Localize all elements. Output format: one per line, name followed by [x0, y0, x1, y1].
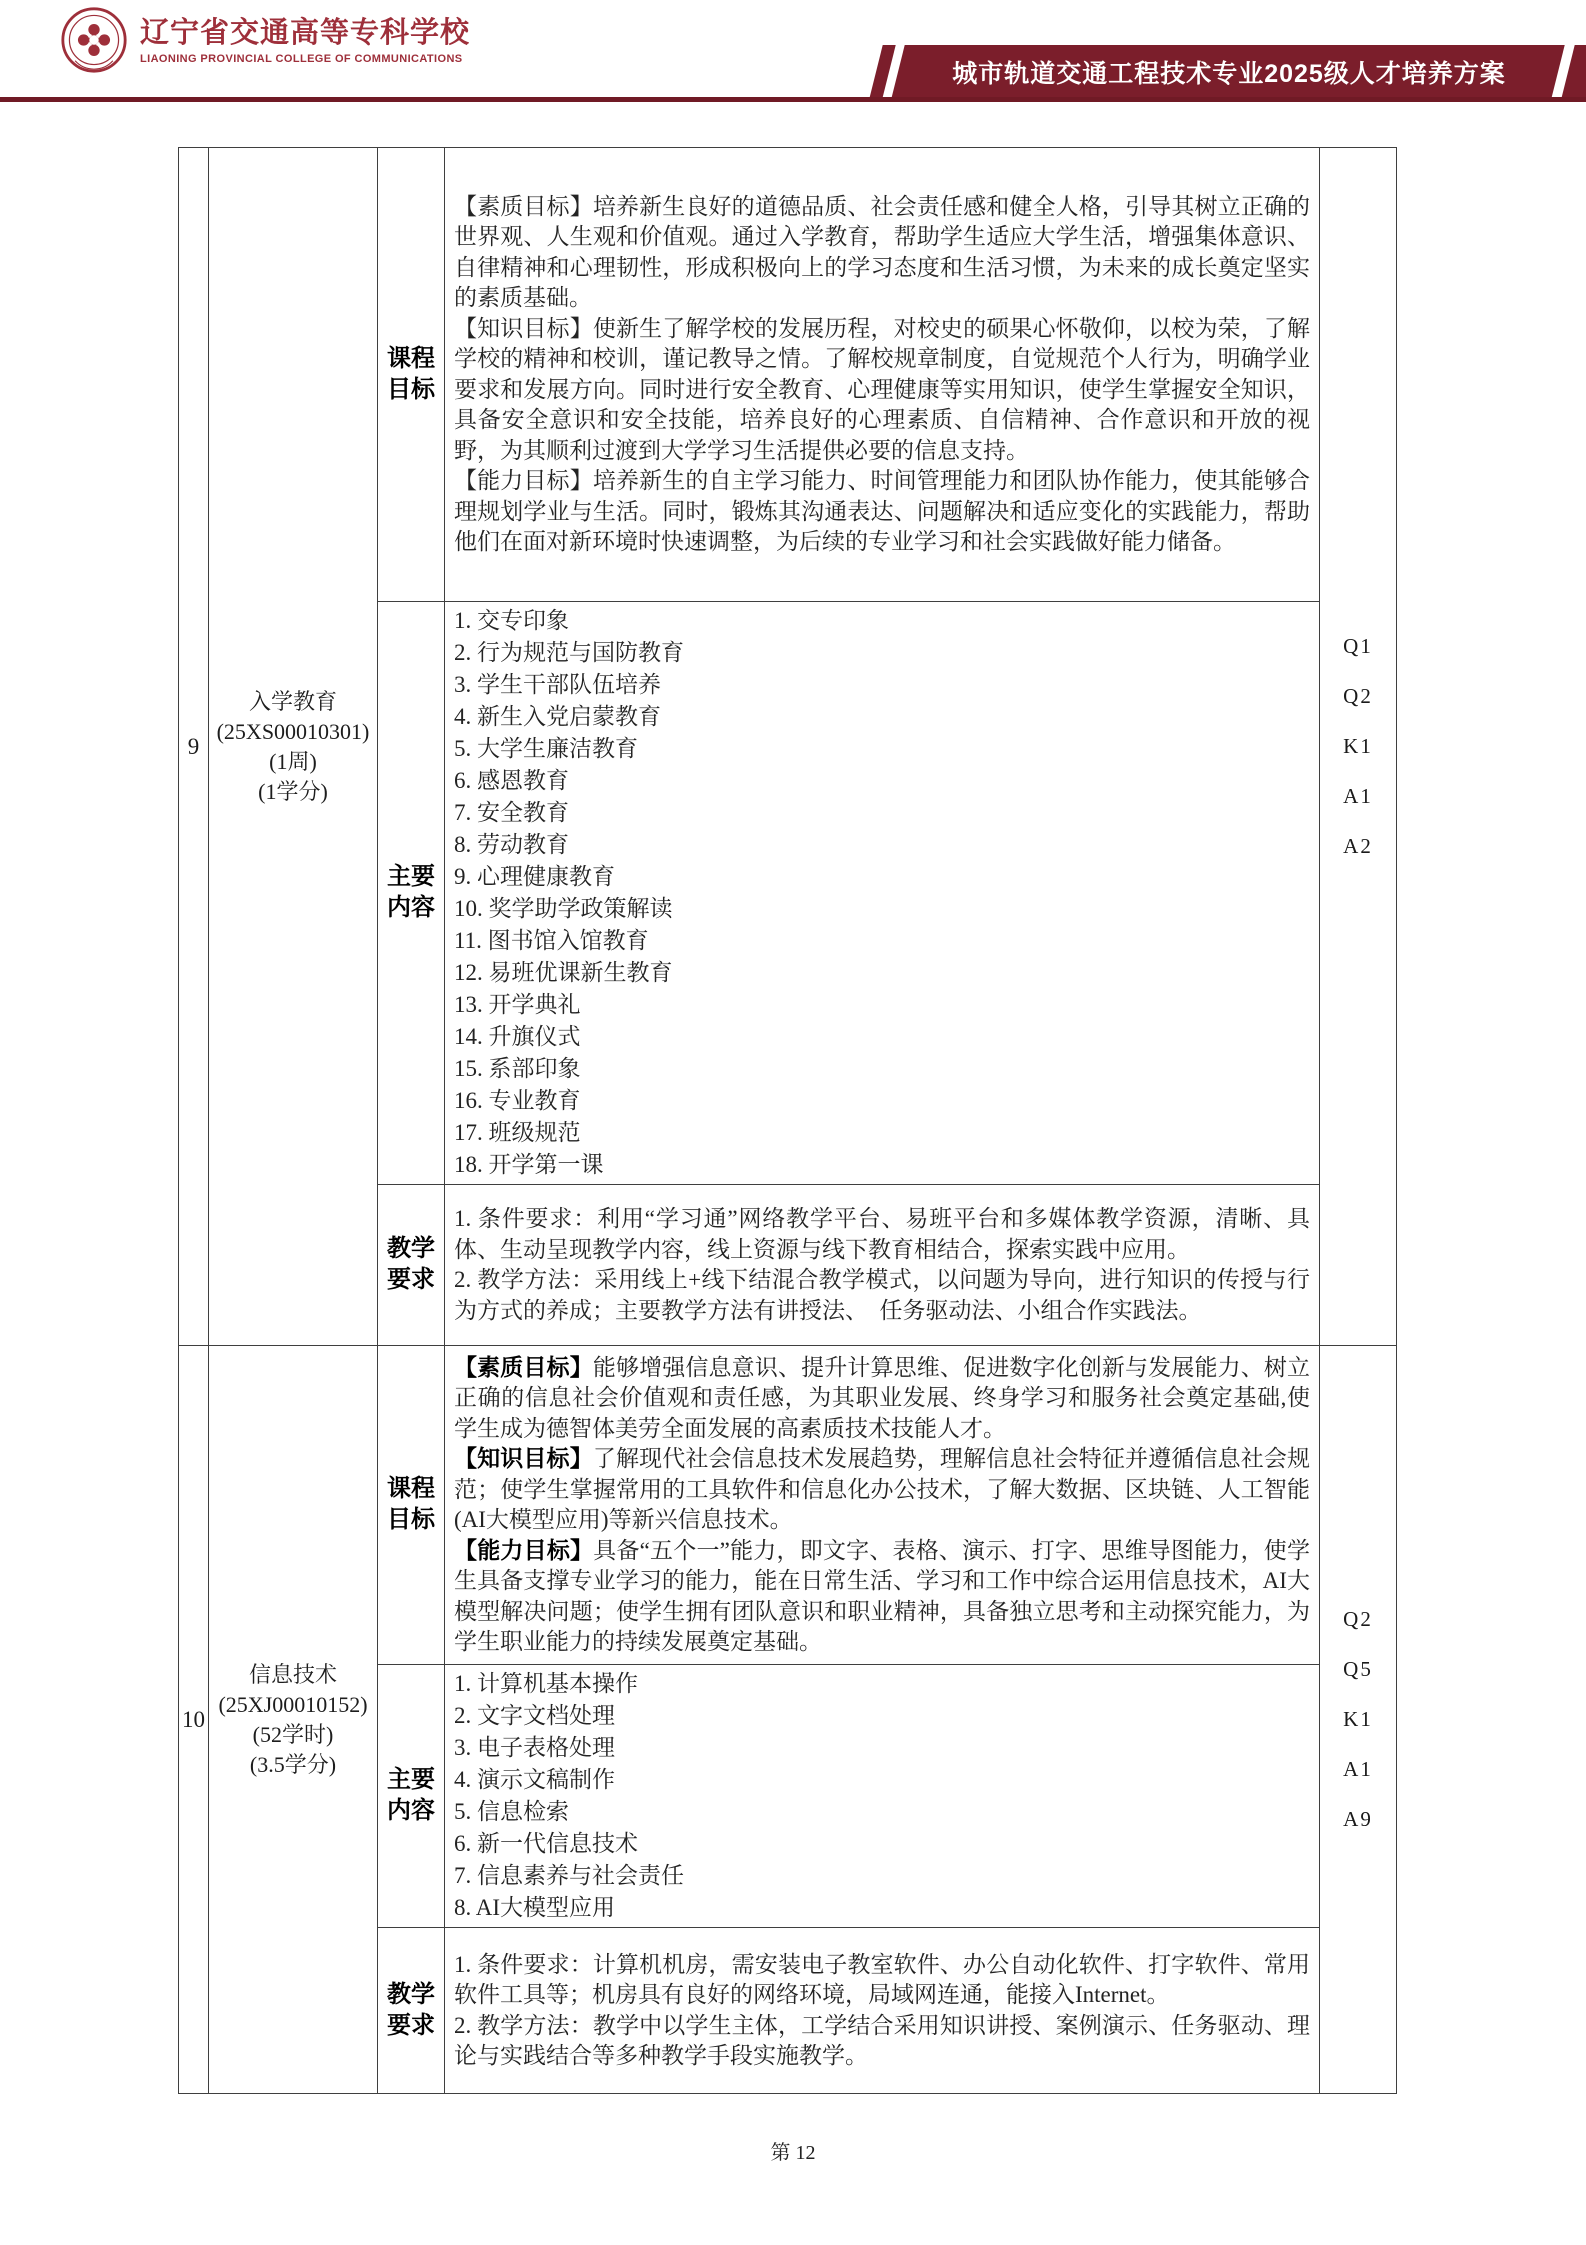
content-item: 10. 奖学助学政策解读	[454, 896, 673, 921]
goal-paragraph	[454, 314, 1310, 467]
content-item: 7. 信息素养与社会责任	[454, 1863, 684, 1888]
goal-head: 【知识目标】	[454, 1446, 593, 1471]
content-item: 7. 安全教育	[454, 800, 569, 825]
code-badge: Q2	[1343, 684, 1373, 708]
course-number-cell: 10	[179, 1346, 209, 2094]
banner-stripe-icon	[1561, 45, 1586, 99]
course-name-line: (3.5学分)	[249, 1751, 337, 1777]
goal-text: 具备“五个一”能力，即文字、表格、演示、打字、思维导图能力，使学生具备支撑专业学习的能力，能在日常生活、学习和工作中综合运用信息技术，AI大模型解决问题；使学生拥有团队意识和职业精神，具备独立思考和主动探究能力，为学生职业能力的持续发展奠定基础。	[454, 1537, 1311, 1654]
goal-text: 能够增强信息意识、提升计算思维、促进数字化创新与发展能力、树立正确的信息社会价值观和责任感，为其职业发展、终身学习和服务社会奠定基础,使学生成为德智体美劳全面发展的高素质技术技能人才。	[454, 1354, 1311, 1441]
content-item: 18. 开学第一课	[454, 1152, 604, 1177]
content-item: 17. 班级规范	[454, 1120, 581, 1145]
goals-label: 课程目标	[378, 148, 445, 602]
course-name-line: (25XS00010301)	[216, 718, 370, 744]
goal-text: 培养新生的自主学习能力、时间管理能力和团队协作能力，使其能够合理规划学业与生活。同时，锻炼其沟通表达、问题解决和适应变化的实践能力，帮助他们在面对新环境时快速调整，为后续的专业学习和社会实践做好能力储备。	[454, 468, 1311, 554]
goal-paragraph	[454, 1536, 1310, 1658]
code-badge: A1	[1343, 1757, 1373, 1781]
content-item: 2. 行为规范与国防教育	[454, 640, 684, 665]
content-item: 8. AI大模型应用	[454, 1895, 615, 1920]
content-item: 15. 系部印象	[454, 1056, 581, 1081]
code-badge: K1	[1343, 1707, 1373, 1731]
course-name-cell	[209, 148, 378, 1346]
code-badge: Q2	[1343, 1607, 1373, 1631]
goal-head: 【知识目标】	[454, 315, 593, 341]
content-item: 3. 电子表格处理	[454, 1735, 615, 1760]
goal-paragraph	[454, 192, 1310, 314]
content-cell	[445, 602, 1320, 1185]
requirements-label: 教学要求	[378, 1185, 445, 1346]
course-name-line: 信息技术	[248, 1661, 337, 1687]
course-name-cell	[209, 1346, 378, 2094]
goal-text: 培养新生良好的道德品质、社会责任感和健全人格，引导其树立正确的世界观、人生观和价值观。通过入学教育，帮助学生适应大学生活，增强集体意识、自律精神和心理韧性，形成积极向上的学习态度和生活习惯，为未来的成长奠定坚实的素质基础。	[454, 193, 1311, 310]
code-badge: K1	[1343, 734, 1373, 758]
school-name-cn: 辽宁省交通高等专科学校	[140, 17, 471, 49]
goals-cell	[445, 148, 1320, 602]
requirement-paragraph: 1. 条件要求：计算机机房，需安装电子教室软件、办公自动化软件、打字软件、常用软件工具等；机房具有良好的网络环境，局域网连通，能接入Internet。	[454, 1951, 1310, 2007]
school-name-en: LIAONING PROVINCIAL COLLEGE OF COMMUNICATIONS	[140, 53, 463, 65]
content-item: 3. 学生干部队伍培养	[454, 672, 661, 697]
content-item: 6. 感恩教育	[454, 768, 569, 793]
goal-paragraph	[454, 466, 1310, 558]
goal-text: 了解现代社会信息技术发展趋势，理解信息社会特征并遵循信息社会规范；使学生掌握常用的工具软件和信息化办公技术，了解大数据、区块链、人工智能(AI大模型应用)等新兴信息技术。	[454, 1446, 1311, 1532]
requirements-cell	[445, 1928, 1320, 2094]
content-item: 9. 心理健康教育	[454, 864, 615, 889]
goal-head: 【能力目标】	[454, 1537, 594, 1563]
code-badge: A2	[1343, 834, 1373, 858]
school-brand	[60, 6, 470, 74]
content-item: 4. 演示文稿制作	[454, 1767, 615, 1792]
content-item: 2. 文字文档处理	[454, 1703, 615, 1728]
content-item: 12. 易班优课新生教育	[454, 960, 673, 985]
course-table-wrap	[178, 147, 1396, 2094]
codes-cell	[1320, 148, 1397, 1346]
content-item: 5. 大学生廉洁教育	[454, 736, 638, 761]
goal-head: 【素质目标】	[454, 193, 593, 219]
goal-paragraph	[454, 1444, 1310, 1536]
content-item: 14. 升旗仪式	[454, 1024, 581, 1049]
requirement-paragraph: 1. 条件要求：利用“学习通”网络教学平台、易班平台和多媒体教学资源，清晰、具体、生动呈现教学内容，线上资源与线下教育相结合，探索实践中应用。	[454, 1206, 1310, 1262]
goal-paragraph	[454, 1353, 1310, 1445]
content-item: 13. 开学典礼	[454, 992, 581, 1017]
content-label: 主要内容	[378, 602, 445, 1185]
banner-stripe-icon	[869, 45, 895, 99]
goal-text: 使新生了解学校的发展历程，对校史的硕果心怀敬仰，以校为荣，了解学校的精神和校训，谨记教导之情。了解校规章制度，自觉规范个人行为，明确学业要求和发展方向。同时进行安全教育、心理健康等实用知识，使学生掌握安全知识，具备安全意识和安全技能，培养良好的心理素质、自信精神、合作意识和开放的视野，为其顺利过渡到大学学习生活提供必要的信息支持。	[454, 315, 1311, 463]
course-number-cell: 9	[179, 148, 209, 1346]
content-item: 4. 新生入党启蒙教育	[454, 704, 661, 729]
course-goals-row	[179, 148, 1397, 602]
content-item: 11. 图书馆入馆教育	[454, 928, 649, 953]
goal-head: 【素质目标】	[454, 1354, 593, 1380]
course-name-line: (25XJ00010152)	[218, 1691, 368, 1717]
course-name-line: 入学教育	[248, 688, 337, 714]
goals-label: 课程目标	[378, 1346, 445, 1665]
content-cell	[445, 1665, 1320, 1928]
header-rule	[0, 97, 1586, 102]
requirements-cell	[445, 1185, 1320, 1346]
goal-head: 【能力目标】	[454, 468, 593, 493]
requirement-paragraph: 2. 教学方法：教学中以学生主体，工学结合采用知识讲授、案例演示、任务驱动、理论与实践结合等多种教学手段实施教学。	[454, 2012, 1310, 2068]
content-item: 5. 信息检索	[454, 1799, 569, 1824]
content-item: 1. 交专印象	[454, 608, 569, 633]
course-name-line: (1学分)	[258, 778, 328, 804]
goals-cell	[445, 1346, 1320, 1665]
code-badge: A9	[1343, 1807, 1373, 1831]
header-banner	[852, 45, 1586, 99]
content-label: 主要内容	[378, 1665, 445, 1928]
course-table	[178, 147, 1397, 2094]
course-name-line: (1周)	[269, 748, 317, 774]
course-name-line: (52学时)	[252, 1721, 334, 1747]
content-item: 8. 劳动教育	[454, 832, 569, 857]
course-table-body	[179, 148, 1397, 2094]
requirement-paragraph: 2. 教学方法：采用线上+线下结混合教学模式，以问题为导向，进行知识的传授与行为方式的养成；主要教学方法有讲授法、 任务驱动法、小组合作实践法。	[454, 1267, 1310, 1323]
code-badge: Q1	[1343, 634, 1373, 658]
school-seal-icon	[60, 6, 128, 74]
page-number: 第 12	[770, 2142, 816, 2164]
code-badge: A1	[1343, 784, 1373, 808]
banner-title: 城市轨道交通工程技术专业2025级人才培养方案	[952, 60, 1506, 88]
requirements-label: 教学要求	[378, 1928, 445, 2094]
content-item: 6. 新一代信息技术	[454, 1831, 638, 1856]
codes-cell	[1320, 1346, 1397, 2094]
school-name-block	[140, 15, 470, 65]
course-goals-row	[179, 1346, 1397, 1665]
content-item: 1. 计算机基本操作	[454, 1671, 638, 1696]
code-badge: Q5	[1343, 1657, 1373, 1681]
content-item: 16. 专业教育	[454, 1088, 581, 1113]
